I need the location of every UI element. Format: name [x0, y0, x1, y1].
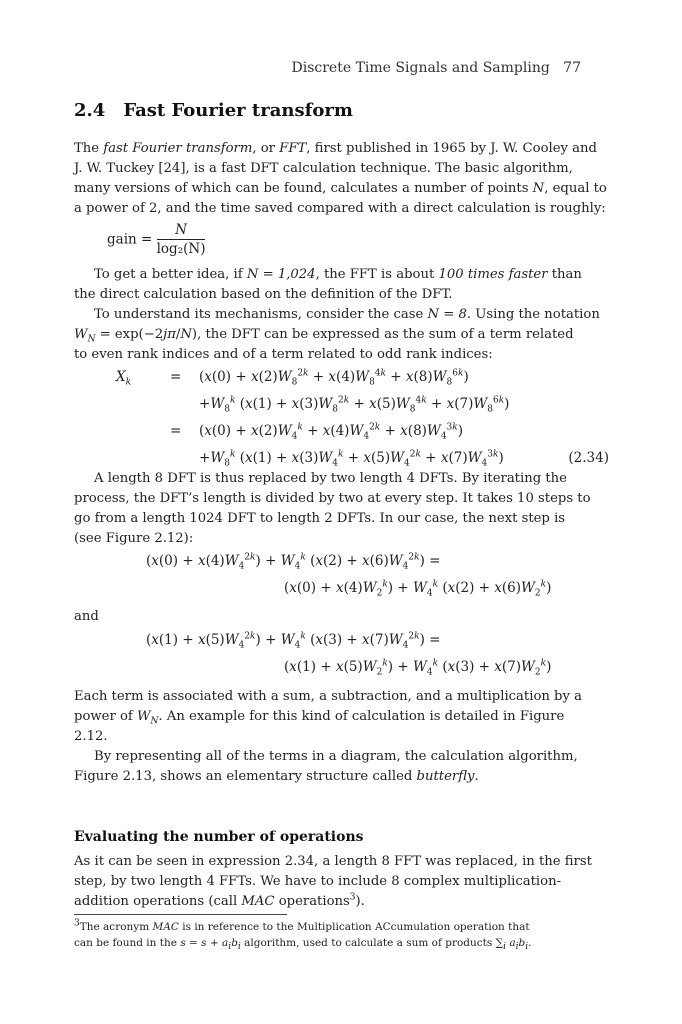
gain-equation [107, 222, 205, 257]
para2-line2: the direct calculation based on the definition of the DFT. [74, 287, 453, 302]
step-eq-1a: $(x(0) + x(4)W_4^{2k}) + W_4^k$ $(x(2) + x(6)W_4^{2k})$ = [146, 552, 441, 572]
page-number: 77 [563, 60, 581, 76]
para4-line4: (see Figure 2.12): [74, 531, 194, 546]
para1-line3: many versions of which can be found, calculates a number of points N, equal to [74, 181, 607, 196]
eq-number: (2.34) [568, 450, 609, 466]
eq-line2: $+W_8^k$ $(x(1) + x(3)W_8^{2k} + x(5)W_8^{4k} + x(7)W_8^{6k})$ [199, 395, 510, 415]
step-eq-2a: $(x(1) + x(5)W_4^{2k}) + W_4^k$ $(x(3) + x(7)W_4^{2k})$ = [146, 631, 441, 651]
section-heading [74, 100, 353, 121]
para5-line1: Each term is associated with a sum, a subtraction, and a multiplication by a [74, 689, 583, 704]
para3-line2: $W_N = \exp(-2j\pi/N)$, the DFT can be expressed as the sum of a term related [74, 327, 574, 345]
section-title: Fast Fourier transform [123, 100, 353, 121]
para6-line2: Figure 2.13, shows an elementary structure called butterfly. [74, 769, 479, 784]
para4-line1: A length 8 DFT is thus replaced by two length 4 DFTs. By iterating the [94, 471, 567, 486]
footnote-rule [74, 914, 287, 915]
eq-line1: $(x(0) + x(2)W_8^{2k} + x(4)W_8^{4k} + x(8)W_8^{6k})$ [199, 368, 469, 388]
para1-line1: The fast Fourier transform, or FFT, first published in 1965 by J. W. Cooley and [74, 141, 597, 156]
step-eq-2b: $(x(1) + x(5)W_2^k) + W_4^k$ $(x(3) + x(7)W_2^k)$ [284, 658, 552, 678]
footnote-line1: $^3$The acronym MAC is in reference to the Multiplication ACcumulation operation that [74, 918, 530, 933]
gain-fraction [157, 222, 206, 257]
gain-denominator: log₂(N) [156, 241, 206, 257]
running-title: Discrete Time Signals and Sampling [291, 60, 550, 76]
gain-numerator: N [157, 222, 206, 240]
eq-line3: $(x(0) + x(2)W_4^k + x(4)W_4^{2k} + x(8)W_4^{3k})$ [199, 422, 464, 442]
para3-line3: to even rank indices and of a term related to odd rank indices: [74, 347, 493, 362]
para7-line2: step, by two length 4 FFTs. We have to include 8 complex multiplication- [74, 874, 562, 889]
para7-line1: As it can be seen in expression 2.34, a length 8 FFT was replaced, in the first [74, 854, 592, 869]
para1-line2: J. W. Tuckey [24], is a fast DFT calculation technique. The basic algorithm, [74, 161, 573, 176]
para6-line1: By representing all of the terms in a diagram, the calculation algorithm, [94, 749, 578, 764]
running-head [0, 60, 581, 76]
para2-line1: To get a better idea, if N = 1,024, the FFT is about 100 times faster than [94, 267, 582, 282]
para7-line3: addition operations (call MAC operations$^3$). [74, 892, 609, 912]
section-number: 2.4 [74, 100, 106, 121]
para1-line4: a power of 2, and the time saved compared with a direct calculation is roughly: [74, 201, 606, 216]
footnote-line2: can be found in the $s = s + a_ib_i$ algorithm, used to calculate a sum of products $\sum_i$ $a_ib_i$. [74, 937, 532, 953]
eq-equals-1: = [170, 369, 182, 385]
para5-line3: 2.12. [74, 729, 108, 744]
eq-line4: $+W_8^k$ $(x(1) + x(3)W_4^k + x(5)W_4^{2k} + x(7)W_4^{3k})$ [199, 449, 504, 469]
equation-2-34 [74, 369, 609, 484]
para4-line2: process, the DFT’s length is divided by two at every step. It takes 10 steps to [74, 491, 591, 506]
para5-line2: power of $W_N$. An example for this kind of calculation is detailed in Figure [74, 709, 565, 727]
para4-line3: go from a length 1024 DFT to length 2 DFTs. In our case, the next step is [74, 511, 566, 526]
eq-lhs: $X_k$ [116, 369, 132, 388]
para3-line1: To understand its mechanisms, consider the case N = 8. Using the notation [94, 307, 600, 322]
eq-equals-2: = [170, 423, 182, 439]
gain-lhs: gain = [107, 231, 153, 248]
subsection-title: Evaluating the number of operations [74, 829, 364, 845]
step-eq-1b: $(x(0) + x(4)W_2^k) + W_4^k$ $(x(2) + x(6)W_2^k)$ [284, 579, 552, 599]
and-word: and [74, 609, 99, 624]
